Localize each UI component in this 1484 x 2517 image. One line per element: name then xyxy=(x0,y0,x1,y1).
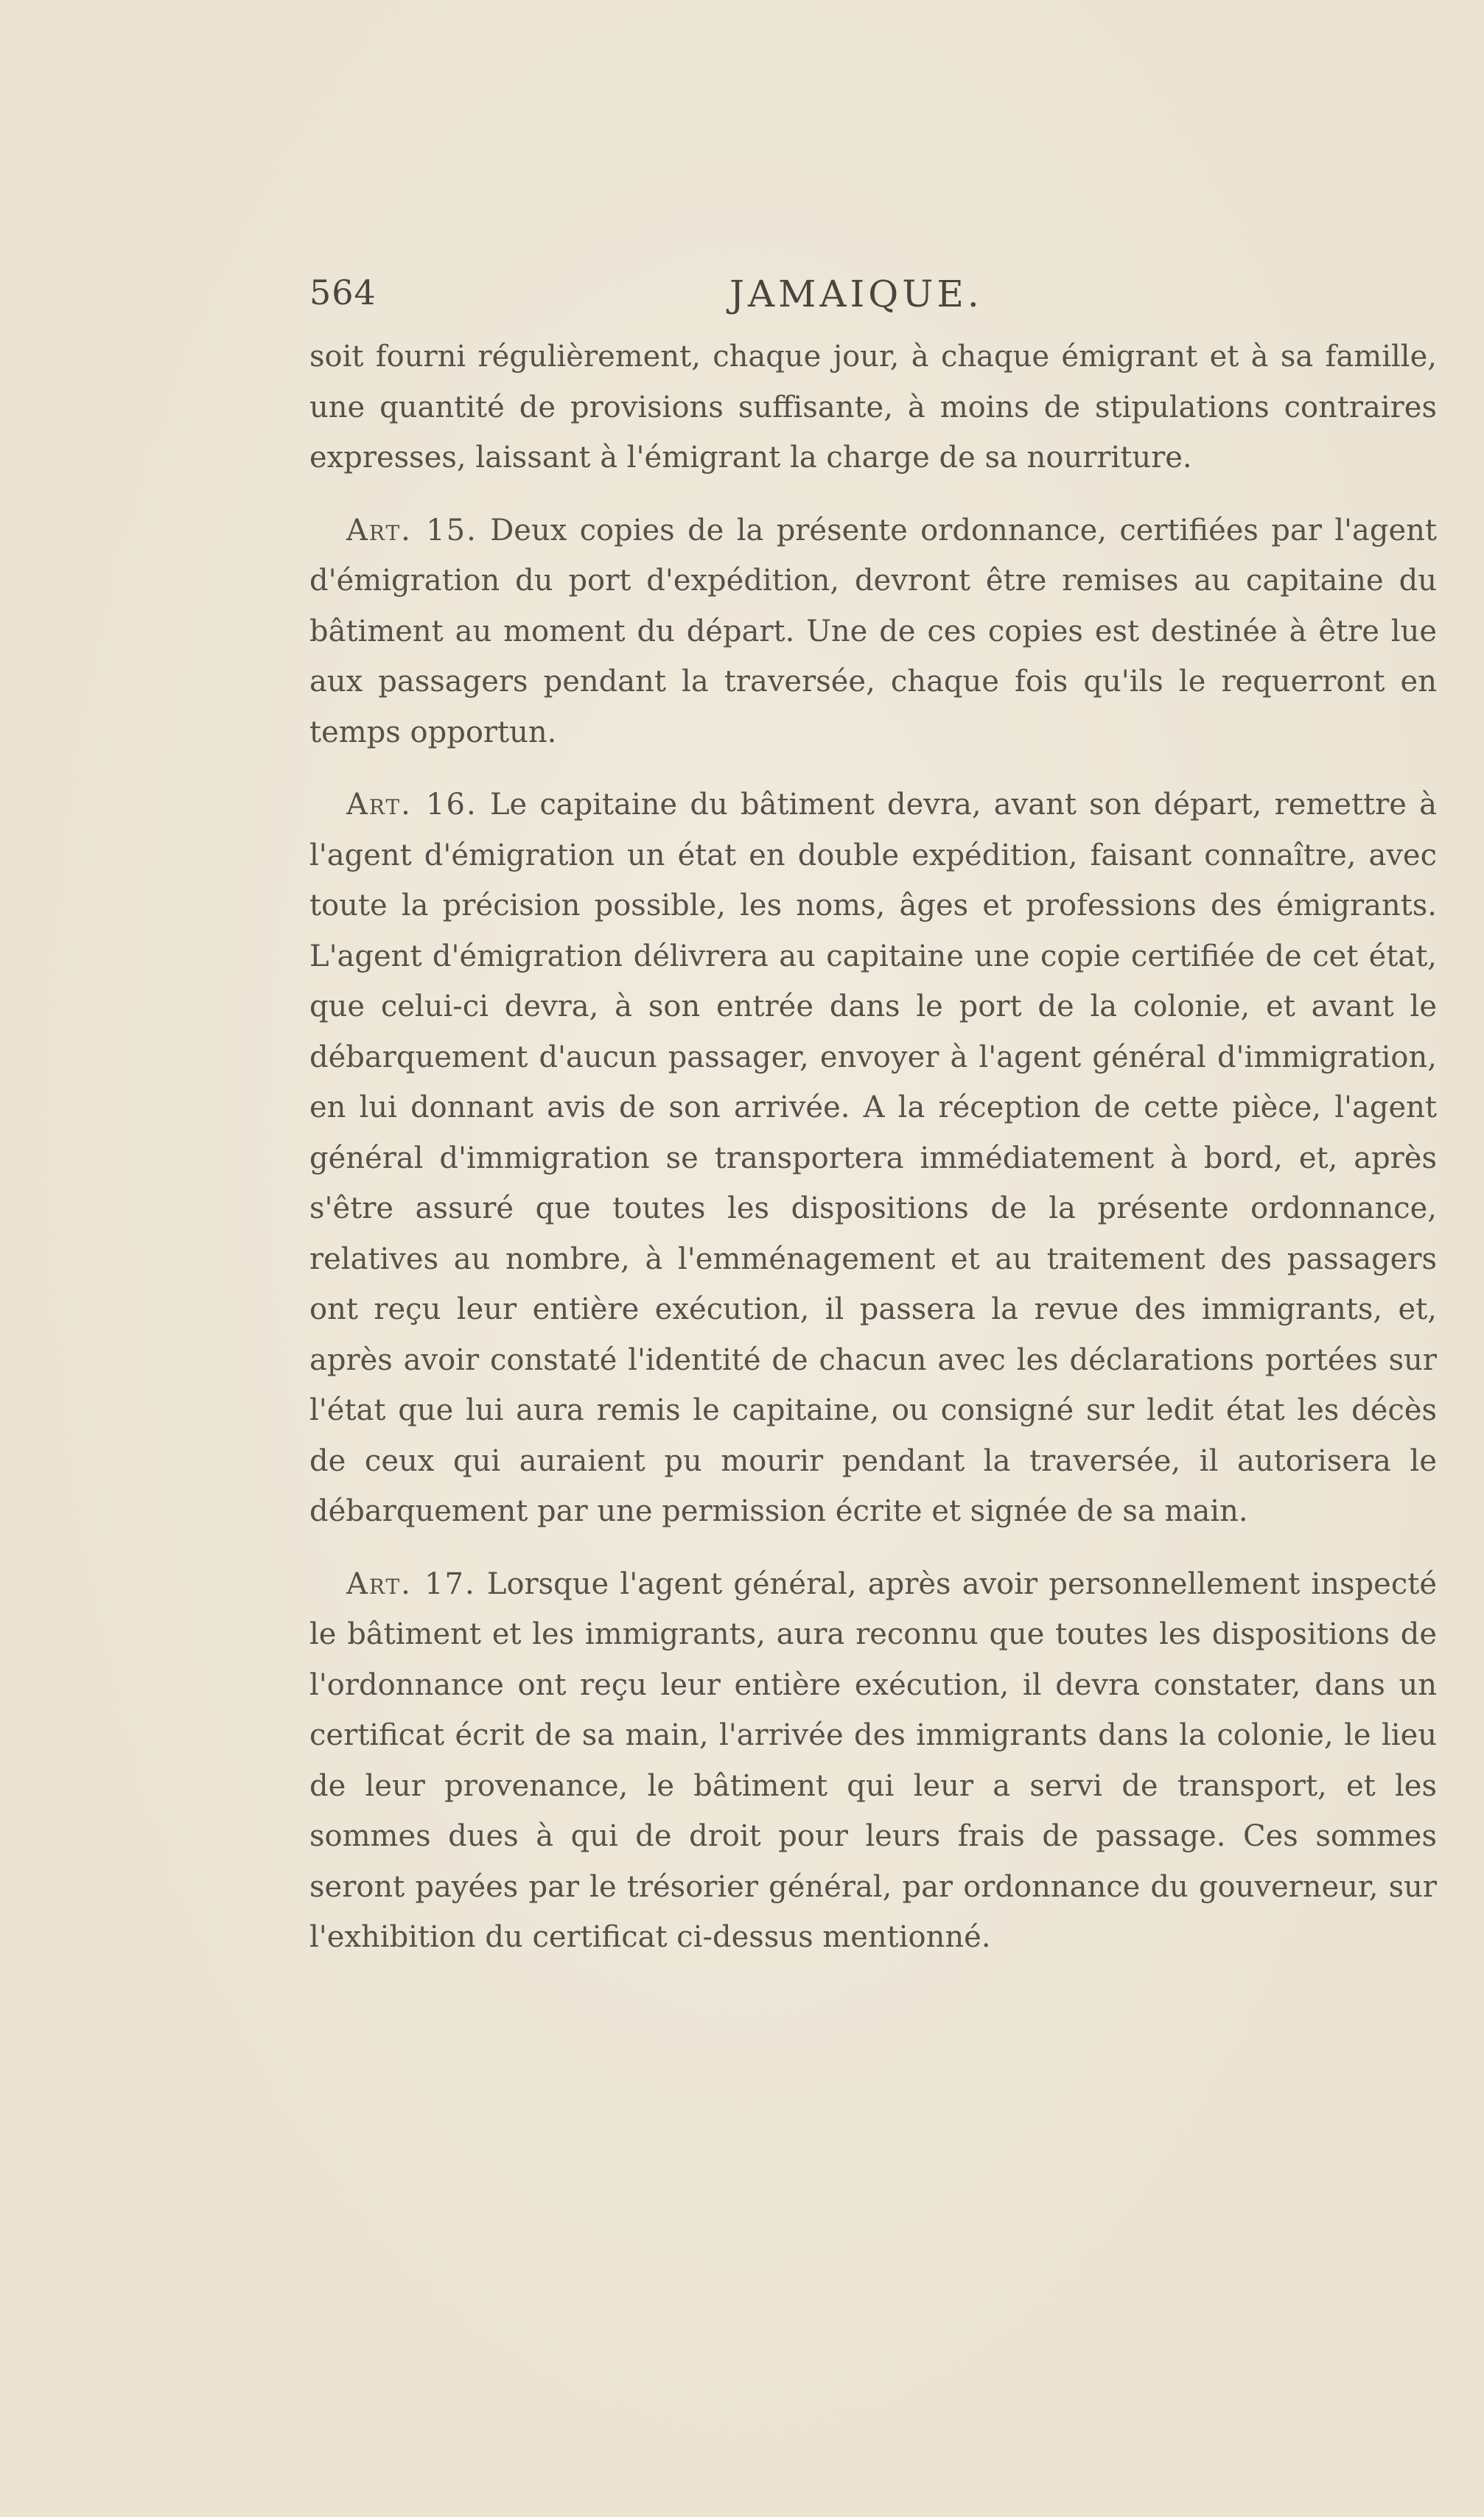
paragraph-text: Lorsque l'agent général, après avoir personnellement inspecté le bâtiment et les immigrants, aura reconnu que toutes les dispositions de l'ordonnance ont reçu leur entière exécution, il devra constater, dans un certificat écrit de sa main, l'arrivée des immigrants dans la colonie, le lieu de leur provenance, le bâtiment qui leur a servi de transport, et les sommes dues à qui de droit pour leurs frais de passage. Ces sommes seront payées par le trésorier général, par ordonnance du gouverneur, sur l'exhibition du certificat ci-dessus mentionné. xyxy=(309,1566,1437,1954)
paragraph-text: soit fourni régulièrement, chaque jour, à chaque émigrant et à sa famille, une quantité de provisions suffisante, à moins de stipulations contraires expresses, laissant à l'émigrant la charge de sa nourriture. xyxy=(309,340,1437,475)
paragraph-text: Deux copies de la présente ordonnance, certifiées par l'agent d'émigration du port d'expédition, devront être remises au capitaine du bâtiment au moment du départ. Une de ces copies est destinée à être lue aux passagers pendant la traversée, chaque fois qu'ils le requerront en temps opportun. xyxy=(309,513,1437,749)
paragraph-text: Le capitaine du bâtiment devra, avant son départ, remettre à l'agent d'émigration un état en double expédition, faisant connaître, avec toute la précision possible, les noms, âges et professions des émigrants. L'agent d'émigration délivrera au capitaine une copie certifiée de cet état, que celui-ci devra, à son entrée dans le port de la colonie, et avant le débarquement d'aucun passager, envoyer à l'agent général d'immigration, en lui donnant avis de son arrivée. A la réception de cette pièce, l'agent général d'immigration se transportera immédiatement à bord, et, après s'être assuré que toutes les dispositions de la présente ordonnance, relatives au nombre, à l'emménagement et au traitement des passagers ont reçu leur entière exécution, il passera la revue des immigrants, et, après avoir constaté l'identité de chacun avec les déclarations portées sur l'état que lui aura remis le capitaine, ou consigné sur ledit état les décès de ceux qui auraient pu mourir pendant la traversée, il autorisera le débarquement par une permission écrite et signée de sa main. xyxy=(309,788,1438,1528)
body-text xyxy=(309,332,1437,1963)
paragraph-article-15 xyxy=(309,505,1437,758)
paragraph-article-16 xyxy=(309,780,1437,1537)
page-header xyxy=(309,273,1444,339)
paragraph-continuation xyxy=(309,332,1437,483)
article-label: Art. 16. xyxy=(346,788,477,822)
running-head: JAMAIQUE. xyxy=(729,273,983,315)
article-label: Art. 17. xyxy=(346,1566,476,1601)
paragraph-article-17 xyxy=(309,1559,1437,1963)
article-label: Art. 15. xyxy=(346,513,477,547)
page-number: 564 xyxy=(309,273,377,312)
